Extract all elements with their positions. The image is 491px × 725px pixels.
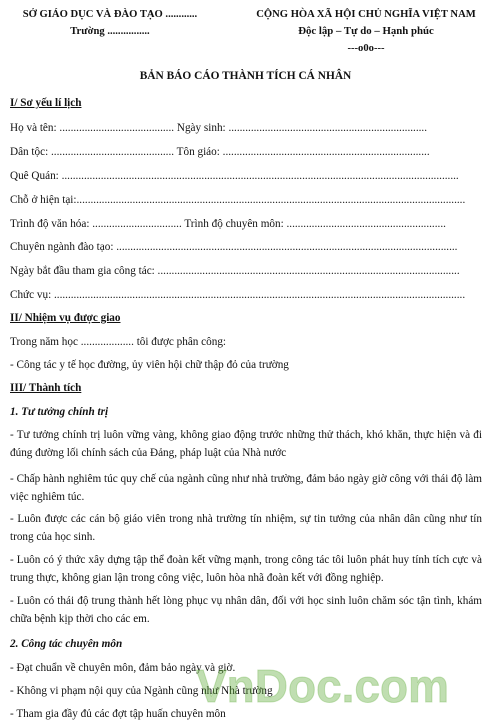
field-education-level: Trình độ văn hóa: ................................ Trình độ chuyên môn: ......................................................... bbox=[10, 218, 446, 230]
national-motto: Độc lập – Tự do – Hạnh phúc bbox=[298, 25, 434, 37]
professional-line-1: - Đạt chuẩn về chuyên môn, đảm bảo ngày và giờ. bbox=[10, 662, 236, 674]
field-start-date: Ngày bắt đầu tham gia công tác: ............................................................................................................ bbox=[10, 265, 460, 277]
country-name: CỘNG HÒA XÃ HỘI CHỦ NGHĨA VIỆT NAM bbox=[256, 9, 476, 20]
section-heading-profile: I/ Sơ yếu lí lịch bbox=[10, 97, 82, 109]
duties-line-2: - Công tác y tế học đường, ủy viên hội chữ thập đỏ của trường bbox=[10, 359, 289, 371]
duties-line-1: Trong năm học ................... tôi được phân công: bbox=[10, 336, 227, 348]
header-separator: ---o0o--- bbox=[347, 43, 385, 54]
section-heading-achievements: III/ Thành tích bbox=[10, 382, 82, 394]
field-residence: Chỗ ở hiện tại:........................................................................................................................................... bbox=[10, 194, 466, 206]
field-ethnicity-religion: Dân tộc: ............................................ Tôn giáo: .......................................................................... bbox=[10, 146, 430, 158]
professional-line-2: - Không vi phạm nội quy của Ngành cũng như Nhà trường bbox=[10, 685, 273, 697]
paragraph-politics-1: - Tư tưởng chính trị luôn vững vàng, không giao động trước những thử thách, khó khăn, thực hiện và đi đúng đường lối chính sách của Đảng, pháp luật của Nhà nước bbox=[10, 429, 482, 459]
paragraph-politics-5: - Luôn có thái độ trung thành hết lòng phục vụ nhân dân, đối với học sinh luôn chăm sóc tận tình, khám chữa bệnh kịp thời cho các em. bbox=[10, 595, 482, 625]
document-title: BẢN BÁO CÁO THÀNH TÍCH CÁ NHÂN bbox=[139, 70, 352, 82]
school-name: Trường ................ bbox=[70, 26, 150, 37]
subheading-politics: 1. Tư tưởng chính trị bbox=[10, 406, 109, 418]
paragraph-politics-4: - Luôn có ý thức xây dựng tập thể đoàn kết vững mạnh, trong công tác tôi luôn phát huy tính tích cực và trung thực, không gian lận trong công việc, luôn hòa nhã đoàn kết với đồng nghiệp. bbox=[10, 554, 482, 584]
header-right bbox=[250, 8, 482, 59]
department-name: SỞ GIÁO DỤC VÀ ĐÀO TẠO ............ bbox=[22, 9, 198, 20]
field-position: Chức vụ: ................................................................................................................................................... bbox=[10, 289, 466, 301]
header-left bbox=[22, 8, 198, 42]
field-major: Chuyên ngành đào tạo: .......................................................................................................................... bbox=[10, 241, 458, 253]
field-name-dob: Họ và tên: ......................................... Ngày sinh: ....................................................................... bbox=[10, 122, 428, 134]
professional-line-3: - Tham gia đầy đủ các đợt tập huấn chuyên môn bbox=[10, 708, 226, 720]
paragraph-politics-2: - Chấp hành nghiêm túc quy chế của ngành cũng như nhà trường, đảm bảo ngày giờ công với thái độ làm việc nghiêm túc. bbox=[10, 473, 482, 503]
section-heading-duties: II/ Nhiệm vụ được giao bbox=[10, 312, 121, 324]
paragraph-politics-3: - Luôn được các cán bộ giáo viên trong nhà trường tín nhiệm, sự tin tưởng của nhân dân cũng như tín trong của học sinh. bbox=[10, 513, 482, 543]
field-hometown: Quê Quán: .............................................................................................................................................. bbox=[10, 170, 459, 182]
subheading-professional: 2. Công tác chuyên môn bbox=[10, 638, 123, 650]
watermark-text: VnDoc.com bbox=[196, 660, 450, 712]
